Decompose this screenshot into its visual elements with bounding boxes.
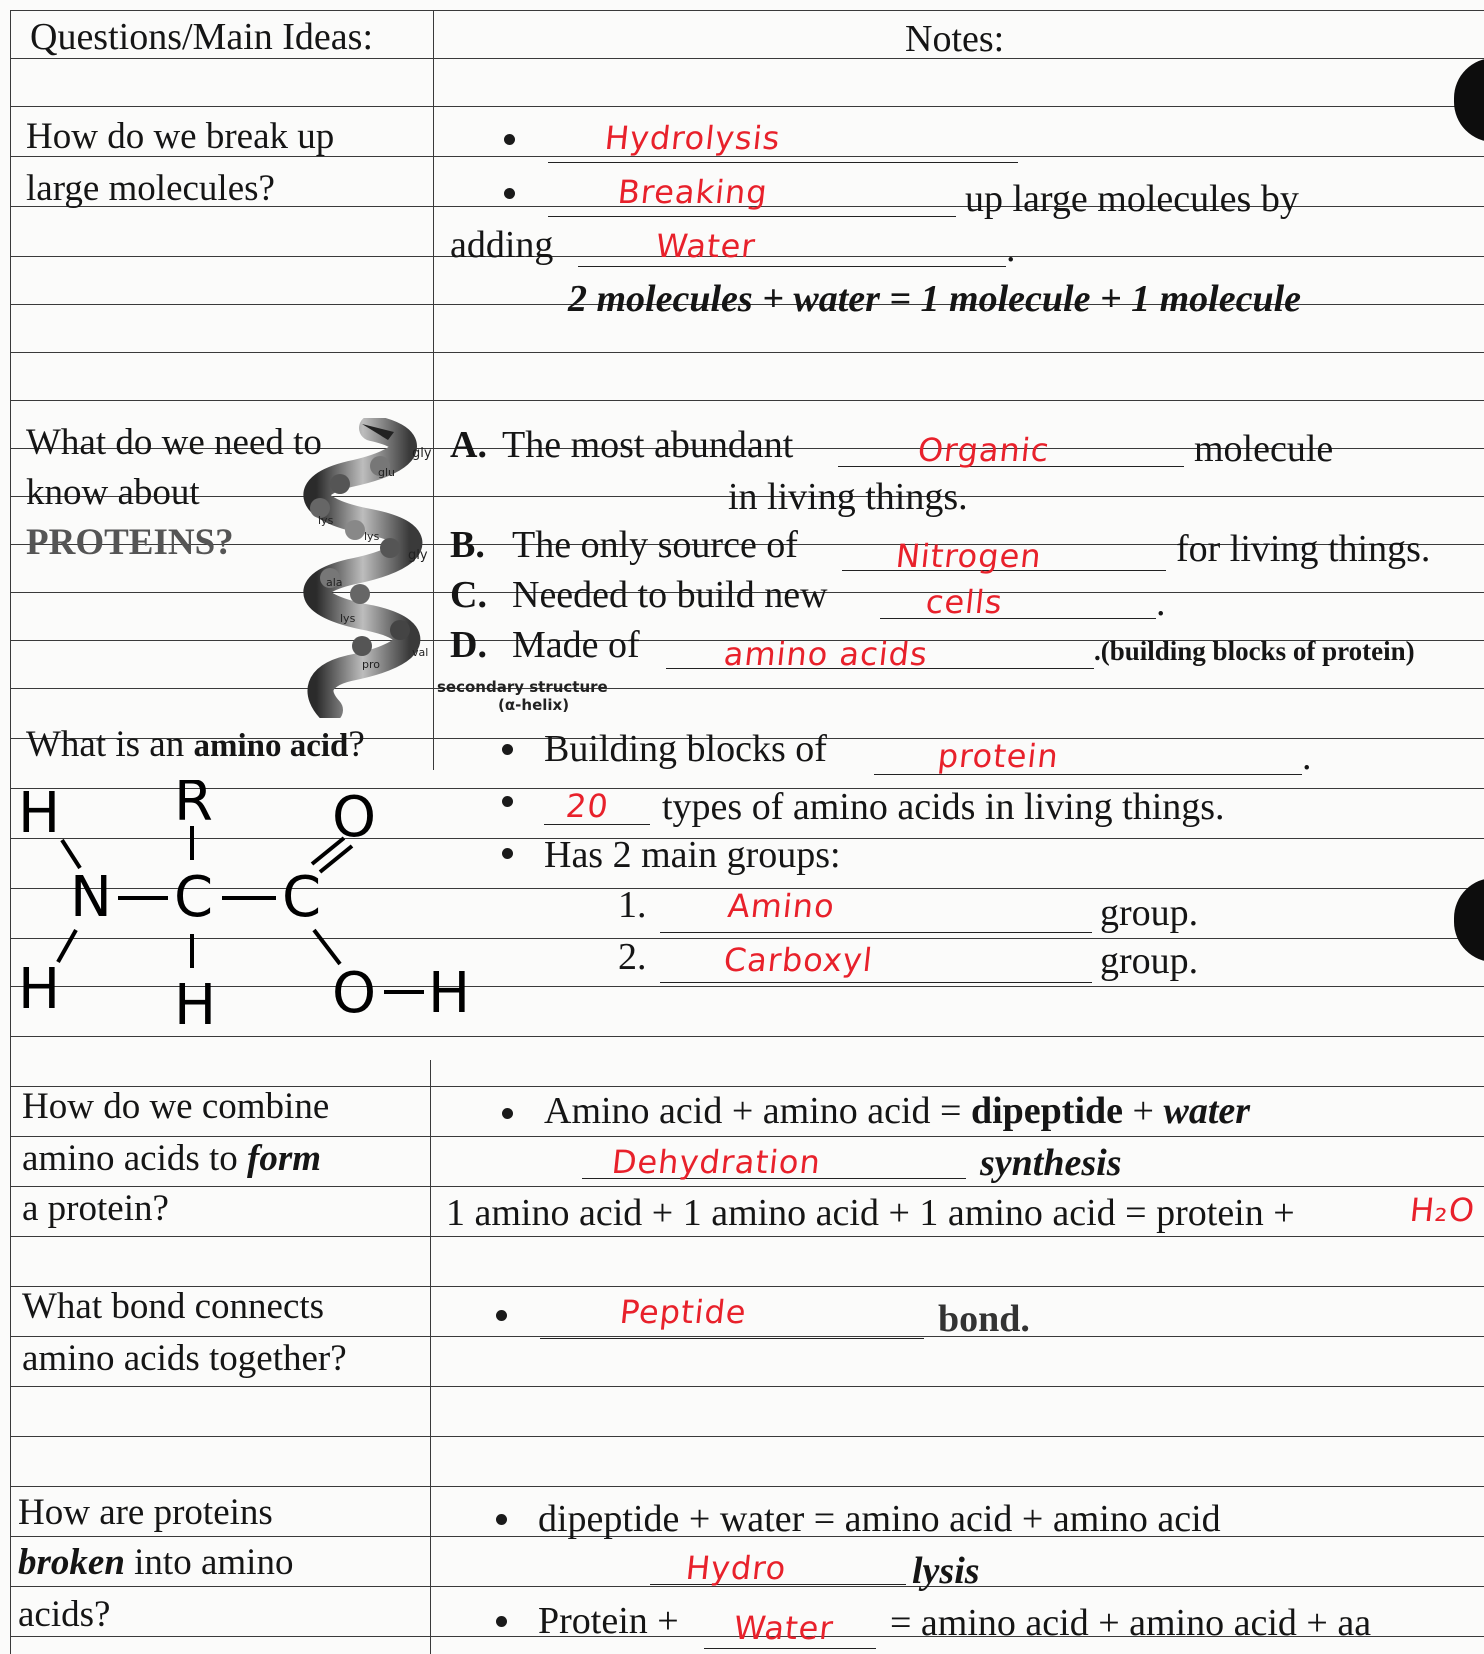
bullet (496, 1616, 507, 1627)
note-text: synthesis (980, 1142, 1122, 1184)
equation-plus: + (1123, 1090, 1164, 1132)
note-text: group. (1100, 940, 1199, 982)
bullet (496, 1310, 507, 1321)
list-number: 2. (618, 936, 647, 978)
handwritten-answer: protein (936, 737, 1061, 775)
handwritten-answer: Nitrogen (894, 537, 1044, 575)
question-3-lead: What is an (26, 724, 194, 765)
helix-residue-label: lys (318, 514, 334, 527)
bullet (496, 1514, 507, 1525)
helix-residue-label: gly (412, 446, 432, 461)
question-4-line-3: a protein? (22, 1188, 169, 1229)
binder-hole (1454, 58, 1484, 142)
rule (10, 1236, 1484, 1237)
helix-residue-label: glu (378, 466, 396, 479)
handwritten-answer: Hydro (684, 1549, 789, 1587)
bullet (504, 134, 515, 145)
question-4-line-1: How do we combine (22, 1086, 330, 1127)
atom-o-bottom: O (332, 961, 377, 1026)
item-letter: B. (450, 524, 485, 566)
list-number: 1. (618, 884, 647, 926)
question-2-line-2: know about (26, 472, 200, 513)
questions-header: Questions/Main Ideas: (30, 16, 374, 58)
equation: Protein + (538, 1600, 679, 1642)
note-text: molecule (1194, 428, 1334, 470)
helix-residue-label: pro (362, 658, 380, 671)
atom-c1: C (174, 865, 214, 930)
rule (10, 106, 1484, 107)
question-6-emphasis: broken (18, 1542, 125, 1583)
column-divider (430, 1060, 431, 1654)
equation (544, 1092, 1250, 1130)
question-3-end: ? (348, 724, 365, 765)
question-1-line-2: large molecules? (26, 168, 275, 209)
handwritten-answer: Organic (916, 431, 1052, 469)
equation: 2 molecules + water = 1 molecule + 1 molecule (568, 278, 1302, 320)
helix-residue-label: lys (340, 612, 356, 625)
note-text: Needed to build new (512, 574, 828, 616)
question-6-line-3: acids? (18, 1594, 111, 1635)
rule (10, 400, 1484, 401)
answer-blank (548, 216, 956, 217)
answer-blank (660, 932, 1092, 933)
note-text: . (1156, 582, 1166, 624)
note-text: .(building blocks of protein) (1094, 636, 1415, 666)
question-5-line-1: What bond connects (22, 1286, 325, 1327)
handwritten-answer: Peptide (618, 1293, 749, 1331)
question-2-line-1: What do we need to (26, 422, 322, 463)
item-letter: C. (450, 574, 487, 616)
bullet (502, 1108, 513, 1119)
rule (10, 10, 1484, 11)
atom-h-bottom-left: H (18, 957, 61, 1022)
helix-caption: (α-helix) (498, 696, 570, 714)
binder-hole (1454, 878, 1484, 962)
rule (10, 1186, 1484, 1187)
note-text: . (1302, 736, 1312, 778)
helix-caption: secondary structure (437, 678, 608, 696)
handwritten-answer: Carboxyl (722, 941, 875, 979)
atom-h-right: H (428, 961, 471, 1026)
handwritten-answer: cells (924, 583, 1005, 621)
handwritten-answer: Water (654, 227, 758, 265)
question-3-bold: amino acid (193, 728, 349, 764)
question-6-rest: into amino (124, 1542, 294, 1583)
handwritten-answer: H₂O (1408, 1191, 1478, 1229)
rule (10, 688, 1484, 689)
question-6-line-1: How are proteins (18, 1492, 273, 1533)
rule (10, 1336, 1484, 1337)
rule (10, 1136, 1484, 1137)
note-text: group. (1100, 892, 1199, 934)
question-2-line-3: PROTEINS? (26, 522, 234, 563)
equation: dipeptide + water = amino acid + amino acid (538, 1498, 1221, 1540)
atom-r: R (174, 780, 213, 834)
amino-acid-structure-diagram (14, 780, 494, 1050)
note-text: . (1006, 228, 1016, 270)
question-4-lead: amino acids to (22, 1138, 248, 1179)
alpha-helix-illustration (290, 418, 440, 718)
note-text: in living things. (728, 476, 968, 518)
question-4-line-2 (22, 1140, 321, 1177)
rule (10, 1386, 1484, 1387)
handwritten-answer: Hydrolysis (603, 119, 783, 157)
atom-h-top: H (18, 781, 61, 846)
bullet (504, 188, 515, 199)
equation: 1 amino acid + 1 amino acid + 1 amino acid = protein + (446, 1192, 1295, 1234)
atom-c2: C (282, 865, 322, 930)
atom-o-top: O (332, 785, 377, 850)
note-text: The most abundant (502, 424, 794, 466)
helix-residue-label: gly (408, 548, 428, 563)
atom-h-bottom-mid: H (174, 973, 217, 1038)
answer-blank (578, 266, 1006, 267)
rule (10, 1436, 1484, 1437)
equation-lead: Amino acid + amino acid = (544, 1090, 971, 1132)
equation-bold: dipeptide (970, 1090, 1124, 1132)
note-text: Has 2 main groups: (544, 834, 841, 876)
left-border (10, 10, 11, 1654)
bullet (502, 796, 513, 807)
answer-blank (704, 1648, 876, 1649)
note-text: up large molecules by (965, 178, 1299, 220)
helix-residue-label: lys (364, 530, 380, 543)
handwritten-answer: amino acids (722, 635, 930, 673)
question-6-line-2 (18, 1544, 293, 1581)
answer-blank (660, 982, 1092, 983)
answer-blank (548, 162, 1018, 163)
atom-n: N (70, 865, 112, 930)
helix-residue-label: ala (326, 576, 343, 589)
note-text: types of amino acids in living things. (662, 786, 1225, 828)
bullet (502, 848, 513, 859)
question-4-emphasis: form (247, 1138, 322, 1179)
handwritten-answer: Amino (726, 887, 837, 925)
note-text: Made of (512, 624, 640, 666)
equation-italic: water (1163, 1090, 1251, 1132)
rule (10, 58, 1484, 59)
note-text: The only source of (512, 524, 798, 566)
handwritten-answer: Breaking (616, 173, 770, 211)
handwritten-answer: 20 (564, 787, 611, 825)
note-text: for living things. (1176, 528, 1431, 570)
answer-blank (880, 618, 1156, 619)
note-text: bond. (938, 1298, 1030, 1340)
question-1-line-1: How do we break up (26, 116, 335, 157)
helix-residue-label: val (412, 646, 429, 659)
handwritten-answer: Dehydration (610, 1143, 823, 1181)
question-3 (26, 726, 365, 763)
item-letter: D. (450, 624, 487, 666)
equation: = amino acid + amino acid + aa (890, 1602, 1372, 1644)
rule (10, 1486, 1484, 1487)
handwritten-answer: Water (732, 1609, 836, 1647)
answer-blank (540, 1338, 924, 1339)
note-text: Building blocks of (544, 728, 827, 770)
bullet (502, 744, 513, 755)
note-text: adding (450, 224, 554, 266)
notes-header: Notes: (905, 18, 1005, 60)
question-5-line-2: amino acids together? (22, 1338, 347, 1379)
note-text: lysis (912, 1550, 980, 1592)
item-letter: A. (450, 424, 487, 466)
rule (10, 352, 1484, 353)
